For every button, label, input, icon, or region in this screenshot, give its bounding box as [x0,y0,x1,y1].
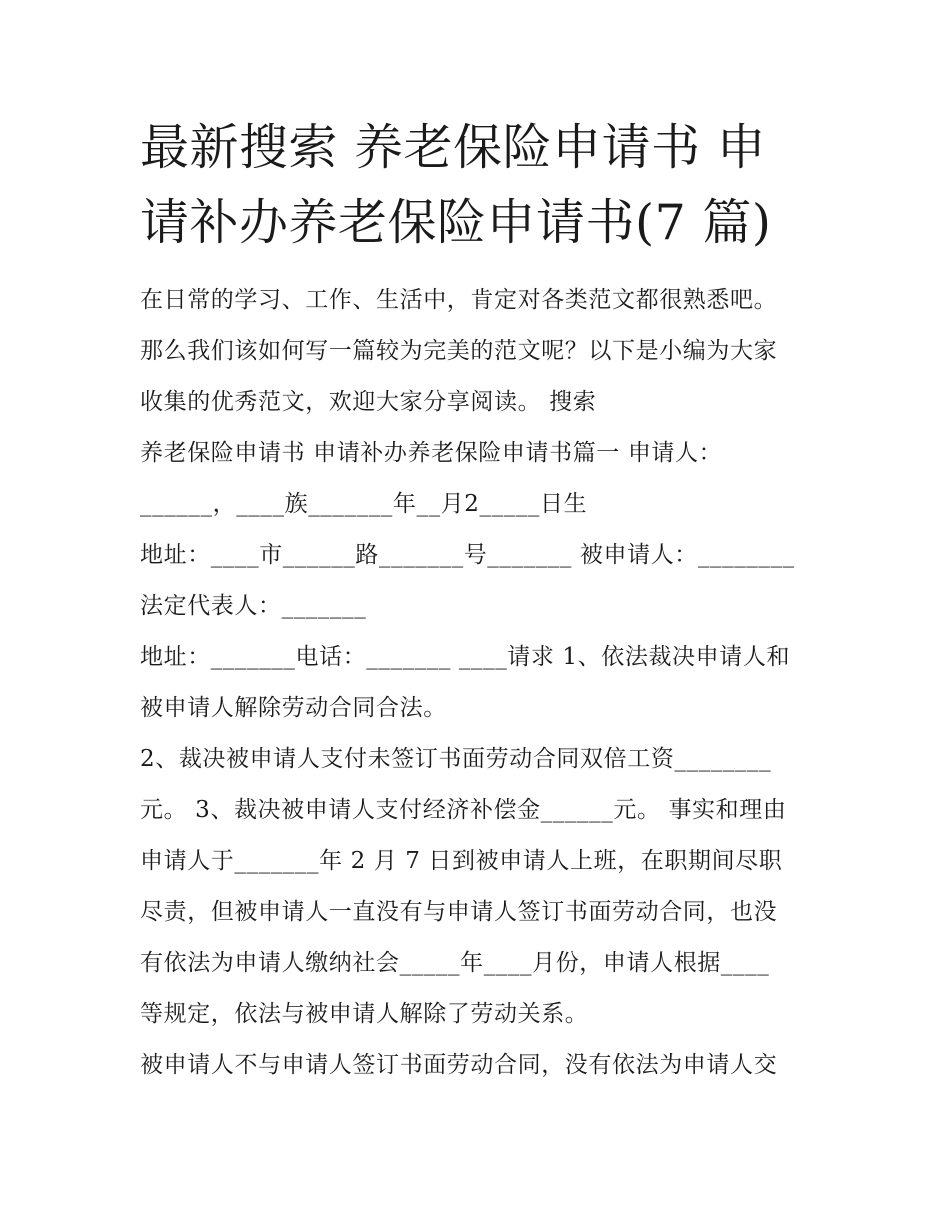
paragraph-line: 申请人于_______年 2 月 7 日到被申请人上班，在职期间尽职 [140,848,783,874]
document-title-line-2: 请补办养老保险申请书(7 篇) [140,194,772,251]
paragraph-line: 地址：_______电话：_______ ____请求 1、依法裁决申请人和 [140,644,791,670]
paragraph-line: 尽责，但被申请人一直没有与申请人签订书面劳动合同，也没 [140,899,778,925]
paragraph-line: 收集的优秀范文，欢迎大家分享阅读。 搜索 [140,389,597,415]
paragraph-line: 等规定，依法与被申请人解除了劳动关系。 [140,1001,589,1027]
paragraph-line: 那么我们该如何写一篇较为完美的范文呢？以下是小编为大家 [140,338,778,364]
paragraph-line: 2、裁决被申请人支付未签订书面劳动合同双倍工资________ [140,746,772,772]
paragraph-line: 有依法为申请人缴纳社会_____年____月份，申请人根据____ [140,950,770,976]
paragraph-line: 在日常的学习、工作、生活中，肯定对各类范文都很熟悉吧。 [140,287,778,313]
paragraph-line: 法定代表人：_______ [140,593,367,619]
paragraph-line: ______，____族_______年__月2_____日生 [140,491,588,517]
paragraph-line: 元。 3、裁决被申请人支付经济补偿金______元。 事实和理由 [140,797,787,823]
document-title-line-1: 最新搜索 养老保险申请书 申 [140,119,767,176]
paragraph-line: 养老保险申请书 申请补办养老保险申请书篇一 申请人： [140,440,723,466]
paragraph-line: 被申请人解除劳动合同合法。 [140,695,447,721]
paragraph-line: 地址：____市______路_______号_______ 被申请人：________ [140,542,795,568]
paragraph-line: 被申请人不与申请人签订书面劳动合同，没有依法为申请人交 [140,1052,778,1078]
